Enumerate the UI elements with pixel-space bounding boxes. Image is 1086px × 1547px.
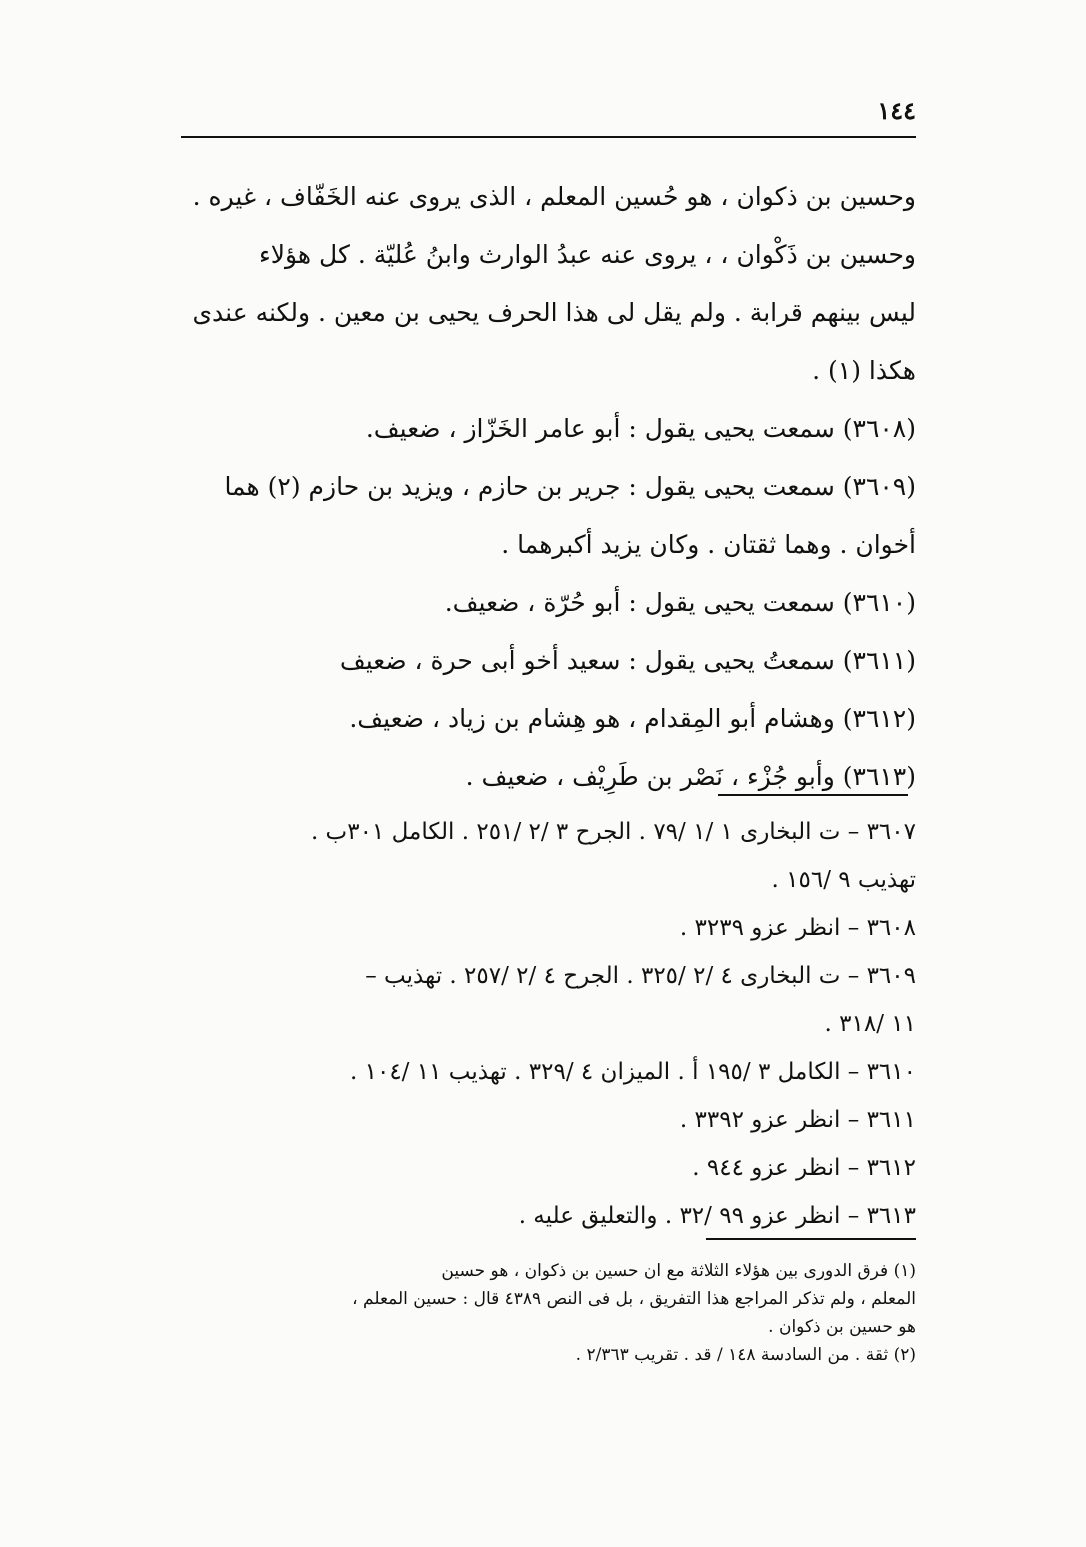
entry-3612: (٣٦١٢) وهشام أبو المِقدام ، هو هِشام بن زياد ، ضعيف. <box>349 704 916 733</box>
footnote-line: (١) فرق الدورى بين هؤلاء الثلاثة مع ان حسين بن ذكوان ، هو حسين <box>441 1261 916 1281</box>
main-line: ليس بينهم قرابة . ولم يقل لى هذا الحرف يحيى بن معين . ولكنه عندى <box>192 298 916 327</box>
note-line: ١١ /٣١٨ . <box>824 1011 916 1037</box>
footnote-line: هو حسين بن ذكوان . <box>768 1317 916 1337</box>
notes-separator <box>718 794 908 796</box>
main-text <box>181 168 916 806</box>
reference-notes <box>181 808 916 1240</box>
note-line: ٣٦١٢ – انظر عزو ٩٤٤ . <box>692 1155 916 1181</box>
footnotes <box>171 1257 916 1369</box>
note-line: ٣٦١٣ – انظر عزو ٩٩ /٣٢ . والتعليق عليه . <box>518 1203 916 1229</box>
entry-3609: (٣٦٠٩) سمعت يحيى يقول : جرير بن حازم ، ويزيد بن حازم (٢) هما <box>224 472 916 501</box>
note-line: ٣٦٠٧ – ت البخارى ١ /١ /٧٩ . الجرح ٣ /٢ /٢٥١ . الكامل ٣٠١ب . <box>310 819 916 845</box>
note-line: ٣٦١٠ – الكامل ٣ /١٩٥ أ . الميزان ٤ /٣٢٩ . تهذيب ١١ /١٠٤ . <box>349 1059 916 1085</box>
entry-3609-continuation: أخوان . وهما ثقتان . وكان يزيد أكبرهما . <box>501 530 916 559</box>
note-line: ٣٦١١ – انظر عزو ٣٣٩٢ . <box>679 1107 916 1133</box>
main-line: هكذا (١) . <box>812 356 916 385</box>
main-line: وحسين بن ذكوان ، هو حُسين المعلم ، الذى يروى عنه الخَفّاف ، غيره . <box>192 182 916 211</box>
footnote-line: المعلم ، ولم تذكر المراجع هذا التفريق ، بل فى النص ٤٣٨٩ قال : حسين المعلم ، <box>352 1289 916 1309</box>
note-line: تهذيب ٩ /١٥٦ . <box>771 867 916 893</box>
entry-3611: (٣٦١١) سمعتُ يحيى يقول : سعيد أخو أبى حرة ، ضعيف <box>339 646 916 675</box>
main-line: وحسين بن ذَكْوان ، ، يروى عنه عبدُ الوارث وابنُ عُليّة . كل هؤلاء <box>258 240 916 269</box>
page-number: ١٤٤ <box>877 96 916 125</box>
entry-3613: (٣٦١٣) وأبو جُزْء ، نَصْر بن طَرِيْف ، ضعيف . <box>465 762 916 791</box>
header-rule <box>181 136 916 138</box>
footnote-line: (٢) ثقة . من السادسة ١٤٨ / قد . تقريب ٢/٣٦٣ . <box>575 1345 916 1365</box>
note-line: ٣٦٠٩ – ت البخارى ٤ /٢ /٣٢٥ . الجرح ٤ /٢ /٢٥٧ . تهذيب – <box>365 963 916 989</box>
entry-3610: (٣٦١٠) سمعت يحيى يقول : أبو حُرّة ، ضعيف. <box>444 588 916 617</box>
footnote-separator <box>706 1238 916 1240</box>
note-line: ٣٦٠٨ – انظر عزو ٣٢٣٩ . <box>679 915 916 941</box>
entry-3608: (٣٦٠٨) سمعت يحيى يقول : أبو عامر الخَزّاز ، ضعيف. <box>365 414 916 443</box>
